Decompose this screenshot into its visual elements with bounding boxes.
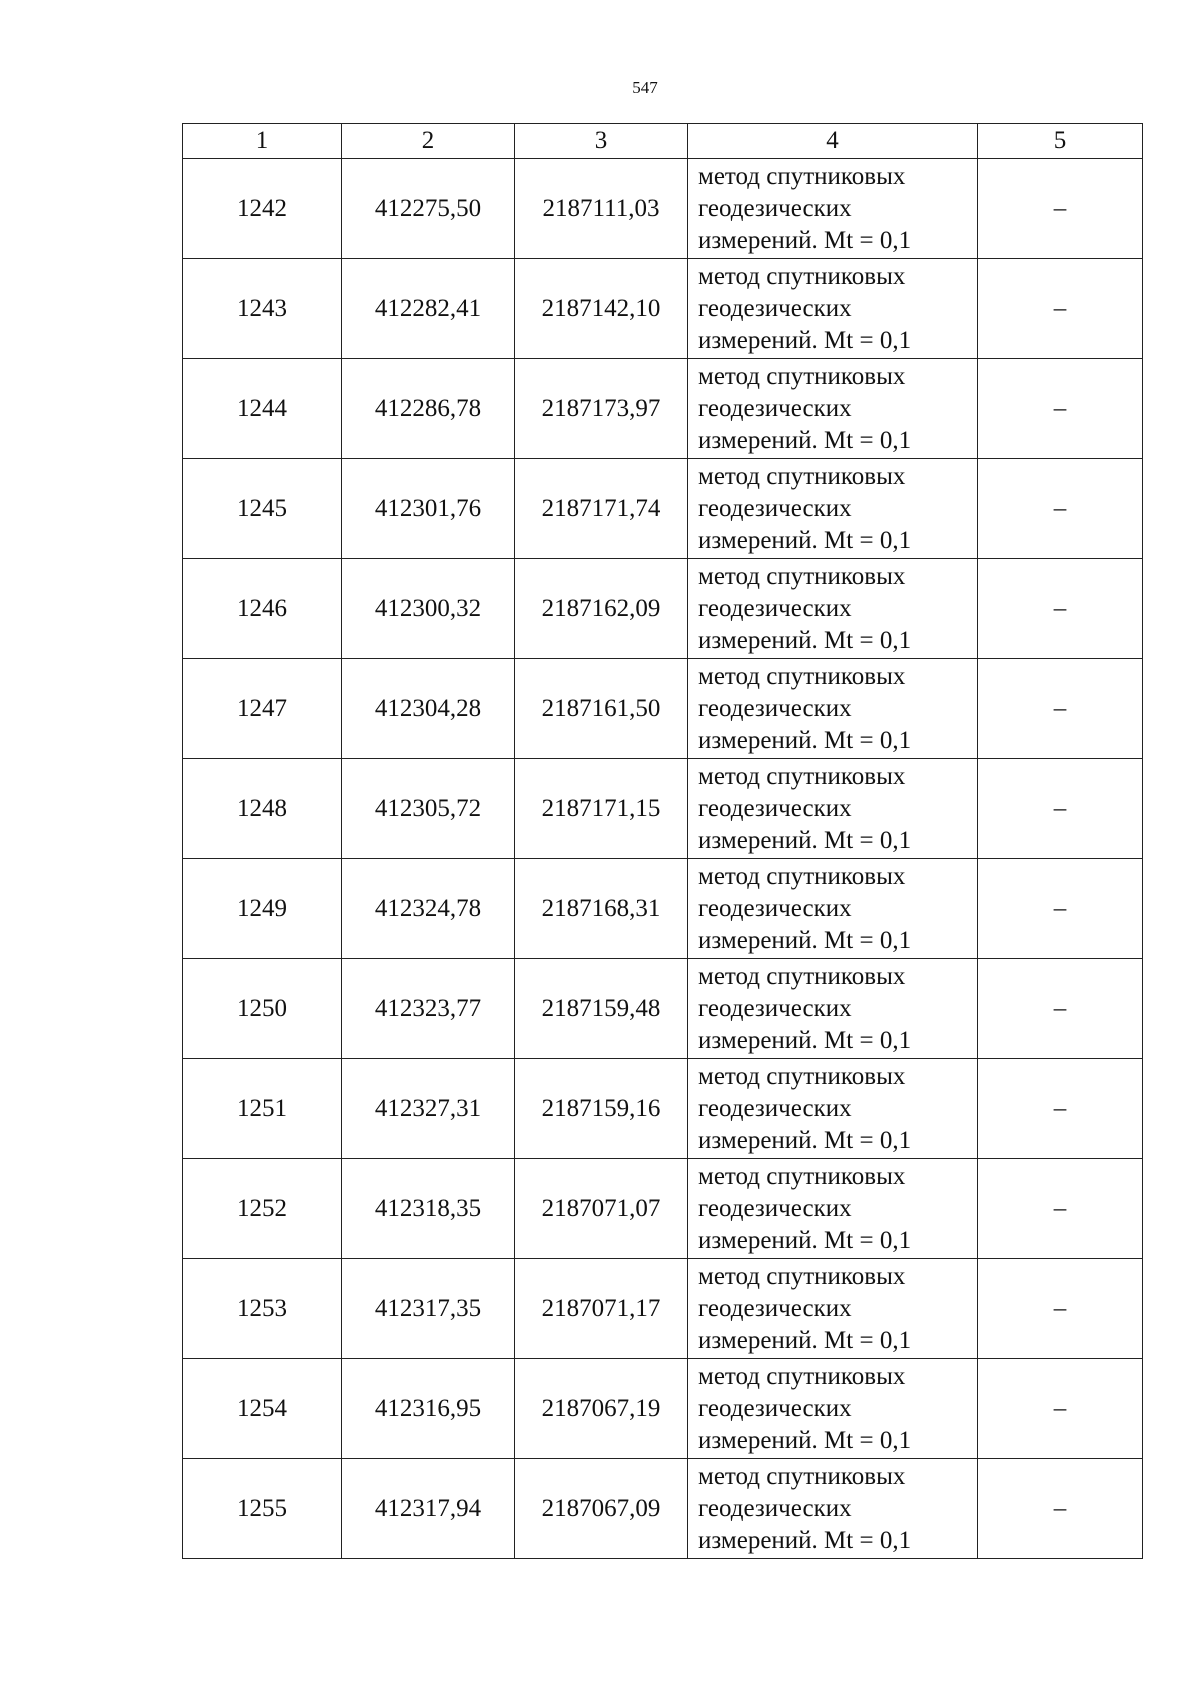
method-line: метод спутниковых [698,1062,906,1090]
method-cell [688,759,978,859]
table-row [183,959,1143,1059]
note-cell: – [978,159,1143,259]
point-number-cell: 1246 [183,559,342,659]
method-cell [688,359,978,459]
table-row [183,359,1143,459]
point-number-cell: 1253 [183,1259,342,1359]
page-number: 547 [632,78,658,97]
note-cell: – [978,659,1143,759]
x-coordinate-cell: 412316,95 [342,1359,515,1459]
table-row [183,559,1143,659]
header-col-3: 3 [515,124,688,159]
method-line: геодезических [698,1494,852,1522]
point-number-cell: 1251 [183,1059,342,1159]
note-cell: – [978,1159,1143,1259]
table-header [183,124,1143,159]
x-coordinate-cell: 412327,31 [342,1059,515,1159]
y-coordinate-cell: 2187159,16 [515,1059,688,1159]
method-cell [688,459,978,559]
x-coordinate-cell: 412304,28 [342,659,515,759]
x-coordinate-cell: 412301,76 [342,459,515,559]
method-line: метод спутниковых [698,562,906,590]
method-line: метод спутниковых [698,762,906,790]
point-number-cell: 1248 [183,759,342,859]
y-coordinate-cell: 2187071,07 [515,1159,688,1259]
method-line: геодезических [698,1294,852,1322]
method-line: измерений. Mt = 0,1 [698,1326,912,1354]
point-number-cell: 1244 [183,359,342,459]
y-coordinate-cell: 2187142,10 [515,259,688,359]
note-cell: – [978,859,1143,959]
note-cell: – [978,559,1143,659]
method-line: геодезических [698,794,852,822]
method-line: измерений. Mt = 0,1 [698,926,912,954]
method-line: метод спутниковых [698,662,906,690]
y-coordinate-cell: 2187159,48 [515,959,688,1059]
method-line: метод спутниковых [698,462,906,490]
y-coordinate-cell: 2187171,15 [515,759,688,859]
note-cell: – [978,1059,1143,1159]
method-line: геодезических [698,694,852,722]
y-coordinate-cell: 2187111,03 [515,159,688,259]
point-number-cell: 1243 [183,259,342,359]
method-line: геодезических [698,294,852,322]
method-cell [688,1159,978,1259]
method-line: измерений. Mt = 0,1 [698,826,912,854]
method-line: измерений. Mt = 0,1 [698,526,912,554]
method-line: геодезических [698,1094,852,1122]
point-number-cell: 1255 [183,1459,342,1559]
method-line: геодезических [698,994,852,1022]
note-cell: – [978,1459,1143,1559]
table-body [183,159,1143,1559]
header-col-4: 4 [688,124,978,159]
method-line: метод спутниковых [698,1262,906,1290]
x-coordinate-cell: 412282,41 [342,259,515,359]
note-cell: – [978,1359,1143,1459]
x-coordinate-cell: 412323,77 [342,959,515,1059]
method-line: измерений. Mt = 0,1 [698,326,912,354]
y-coordinate-cell: 2187161,50 [515,659,688,759]
table-row [183,1359,1143,1459]
method-line: измерений. Mt = 0,1 [698,1026,912,1054]
method-line: измерений. Mt = 0,1 [698,1126,912,1154]
method-line: измерений. Mt = 0,1 [698,626,912,654]
y-coordinate-cell: 2187173,97 [515,359,688,459]
header-col-5: 5 [978,124,1143,159]
x-coordinate-cell: 412305,72 [342,759,515,859]
table-row [183,159,1143,259]
note-cell: – [978,459,1143,559]
method-line: измерений. Mt = 0,1 [698,226,912,254]
table-row [183,859,1143,959]
method-line: метод спутниковых [698,162,906,190]
table-row [183,1459,1143,1559]
method-line: измерений. Mt = 0,1 [698,1526,912,1554]
y-coordinate-cell: 2187071,17 [515,1259,688,1359]
table-row [183,659,1143,759]
method-line: метод спутниковых [698,1462,906,1490]
method-line: геодезических [698,194,852,222]
table-row [183,259,1143,359]
header-row [183,124,1143,159]
method-line: метод спутниковых [698,1362,906,1390]
method-cell [688,559,978,659]
x-coordinate-cell: 412317,94 [342,1459,515,1559]
method-line: измерений. Mt = 0,1 [698,426,912,454]
method-line: геодезических [698,594,852,622]
method-line: измерений. Mt = 0,1 [698,1426,912,1454]
x-coordinate-cell: 412324,78 [342,859,515,959]
coordinates-table [182,123,1143,1559]
method-cell [688,1259,978,1359]
header-col-1: 1 [183,124,342,159]
point-number-cell: 1249 [183,859,342,959]
point-number-cell: 1242 [183,159,342,259]
point-number-cell: 1254 [183,1359,342,1459]
method-cell [688,1359,978,1459]
table-row [183,459,1143,559]
method-cell [688,1459,978,1559]
point-number-cell: 1245 [183,459,342,559]
method-line: метод спутниковых [698,362,906,390]
x-coordinate-cell: 412318,35 [342,1159,515,1259]
table-row [183,759,1143,859]
y-coordinate-cell: 2187067,19 [515,1359,688,1459]
note-cell: – [978,259,1143,359]
table-row [183,1259,1143,1359]
note-cell: – [978,1259,1143,1359]
point-number-cell: 1252 [183,1159,342,1259]
method-line: метод спутниковых [698,1162,906,1190]
method-cell [688,259,978,359]
x-coordinate-cell: 412286,78 [342,359,515,459]
note-cell: – [978,959,1143,1059]
x-coordinate-cell: 412317,35 [342,1259,515,1359]
y-coordinate-cell: 2187168,31 [515,859,688,959]
method-cell [688,859,978,959]
x-coordinate-cell: 412275,50 [342,159,515,259]
note-cell: – [978,759,1143,859]
table-row [183,1159,1143,1259]
point-number-cell: 1250 [183,959,342,1059]
method-line: геодезических [698,894,852,922]
method-line: геодезических [698,1194,852,1222]
point-number-cell: 1247 [183,659,342,759]
method-cell [688,159,978,259]
method-line: геодезических [698,494,852,522]
method-line: геодезических [698,1394,852,1422]
y-coordinate-cell: 2187171,74 [515,459,688,559]
y-coordinate-cell: 2187067,09 [515,1459,688,1559]
y-coordinate-cell: 2187162,09 [515,559,688,659]
method-cell [688,659,978,759]
method-line: метод спутниковых [698,962,906,990]
method-line: метод спутниковых [698,262,906,290]
method-cell [688,959,978,1059]
method-line: геодезических [698,394,852,422]
method-line: измерений. Mt = 0,1 [698,1226,912,1254]
method-cell [688,1059,978,1159]
header-col-2: 2 [342,124,515,159]
note-cell: – [978,359,1143,459]
method-line: измерений. Mt = 0,1 [698,726,912,754]
table-row [183,1059,1143,1159]
method-line: метод спутниковых [698,862,906,890]
x-coordinate-cell: 412300,32 [342,559,515,659]
